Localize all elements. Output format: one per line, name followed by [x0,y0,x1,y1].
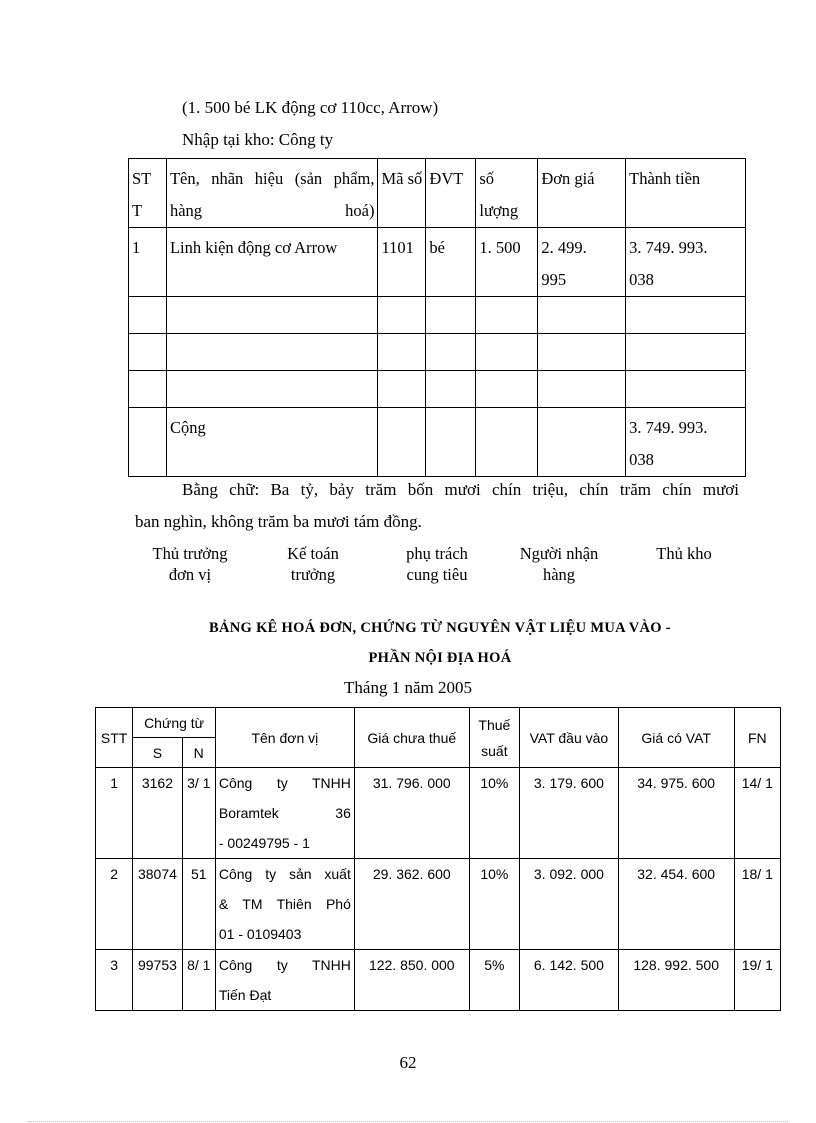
empty-row [129,334,746,371]
empty-row [129,297,746,334]
cell-fn: 19/ 1 [734,950,780,1011]
signature-storekeeper-l1: Thủ kho [656,544,712,563]
signature-supply-l1: phụ trách [406,544,468,563]
row-code: 1101 [378,228,426,297]
cell-fn: 14/ 1 [734,768,780,859]
signature-director [130,543,250,585]
row-unit: bé [426,228,476,297]
cell-pre-tax: 122. 850. 000 [354,950,469,1011]
signature-receiver-l1: Người nhận [519,544,599,563]
cell-vat: 6. 142. 500 [520,950,619,1011]
section-subtitle: Tháng 1 năm 2005 [344,678,472,697]
signature-director-l2: đơn vị [168,565,212,584]
signature-receiver-l2: hàng [542,565,576,584]
cell-rate: 10% [469,768,519,859]
cell-stt: 1 [96,768,133,859]
signature-supply-l2: cung tiêu [406,565,468,584]
sum-label: Cộng [166,408,378,477]
header-n: N [182,738,215,768]
section-title-2: PHẦN NỘI ĐỊA HOÁ [368,650,512,666]
empty-row [129,371,746,408]
header-rate: Thuế suất [469,708,519,768]
cell-rate: 5% [469,950,519,1011]
cell-unit [215,768,354,859]
row-total-a: 3. 749. 993. [629,238,708,257]
signature-accountant-l1: Kế toán [287,544,339,563]
table-header-row [96,708,781,738]
row-total-b: 038 [629,270,654,289]
cell-pre-tax: 31. 796. 000 [354,768,469,859]
table-row [129,228,746,297]
cell-unit-l3: 01 - 0109403 [218,926,302,942]
cell-unit-l2: Boramtek 36 [218,805,351,821]
cell-stt: 2 [96,859,133,950]
cell-with-vat: 34. 975. 600 [618,768,734,859]
amount-in-words [135,474,739,538]
sum-row [129,408,746,477]
cell-unit-l1: Công ty sản xuất [218,866,351,882]
signature-director-l1: Thủ trưởng [152,544,228,563]
intro-line-2: Nhập tại kho: Công ty [182,130,334,149]
sum-total [626,408,746,477]
header-with-vat: Giá có VAT [618,708,734,768]
header-unit-name: Tên đơn vị [215,708,354,768]
header-pre-tax: Giá chưa thuế [354,708,469,768]
invoice-list-table [95,707,781,1011]
sum-total-b: 038 [629,450,654,469]
header-s: S [133,738,182,768]
words-line-1: Bằng chữ: Ba tỷ, bảy trăm bốn mươi chín triệu, chín trăm chín mươi [182,480,739,499]
signature-chief-accountant [253,543,373,585]
header-qty: số lượng [476,159,538,228]
cell-unit-l3: - 00249795 - 1 [218,835,310,851]
cell-s: 99753 [133,950,182,1011]
cell-unit [215,859,354,950]
cell-unit [215,950,354,1011]
table-header-row [129,159,746,228]
signature-receiver [499,543,619,585]
header-stt: STT [96,708,133,768]
cell-with-vat: 128. 992. 500 [618,950,734,1011]
page-bottom-divider [28,1121,788,1122]
header-fn: FN [734,708,780,768]
header-name: Tên, nhãn hiệu (sản phẩm, hàng hoá) [166,159,378,228]
words-line-2: ban nghìn, không trăm ba mươi tám đồng. [135,512,422,531]
signature-storekeeper [624,543,744,564]
row-price-a: 2. 499. [541,238,587,257]
table-row [96,768,781,859]
signature-accountant-l2: trưởng [290,565,336,584]
intro-line-1: (1. 500 bé LK động cơ 110cc, Arrow) [182,98,439,117]
row-total [626,228,746,297]
table-row [96,950,781,1011]
row-price-b: 995 [541,270,567,289]
cell-fn: 18/ 1 [734,859,780,950]
cell-unit-l1: Công ty TNHH [218,775,351,791]
header-total: Thành tiền [626,159,746,228]
cell-with-vat: 32. 454. 600 [618,859,734,950]
header-price: Đơn giá [538,159,626,228]
cell-stt: 3 [96,950,133,1011]
cell-n: 3/ 1 [182,768,215,859]
row-name: Linh kiện động cơ Arrow [166,228,378,297]
cell-s: 3162 [133,768,182,859]
header-code: Mã số [378,159,426,228]
cell-unit-l2: & TM Thiên Phó [218,896,351,912]
header-unit: ĐVT [426,159,476,228]
cell-vat: 3. 092. 000 [520,859,619,950]
row-price [538,228,626,297]
header-voucher: Chứng từ [133,708,216,738]
row-qty: 1. 500 [476,228,538,297]
cell-pre-tax: 29. 362. 600 [354,859,469,950]
cell-rate: 10% [469,859,519,950]
goods-receipt-table [128,158,746,477]
cell-n: 8/ 1 [182,950,215,1011]
cell-unit-l1: Công ty TNHH [218,957,351,973]
cell-unit-l2: Tiến Đạt [218,987,272,1003]
section-title-1: BẢNG KÊ HOÁ ĐƠN, CHỨNG TỪ NGUYÊN VẬT LIỆU MUA VÀO - [209,620,671,636]
page-number: 62 [399,1053,417,1072]
cell-n: 51 [182,859,215,950]
header-stt: ST T [129,159,167,228]
cell-s: 38074 [133,859,182,950]
table-row [96,859,781,950]
sum-total-a: 3. 749. 993. [629,418,708,437]
row-stt: 1 [129,228,167,297]
header-vat: VAT đầu vào [520,708,619,768]
cell-vat: 3. 179. 600 [520,768,619,859]
signature-supply [377,543,497,585]
